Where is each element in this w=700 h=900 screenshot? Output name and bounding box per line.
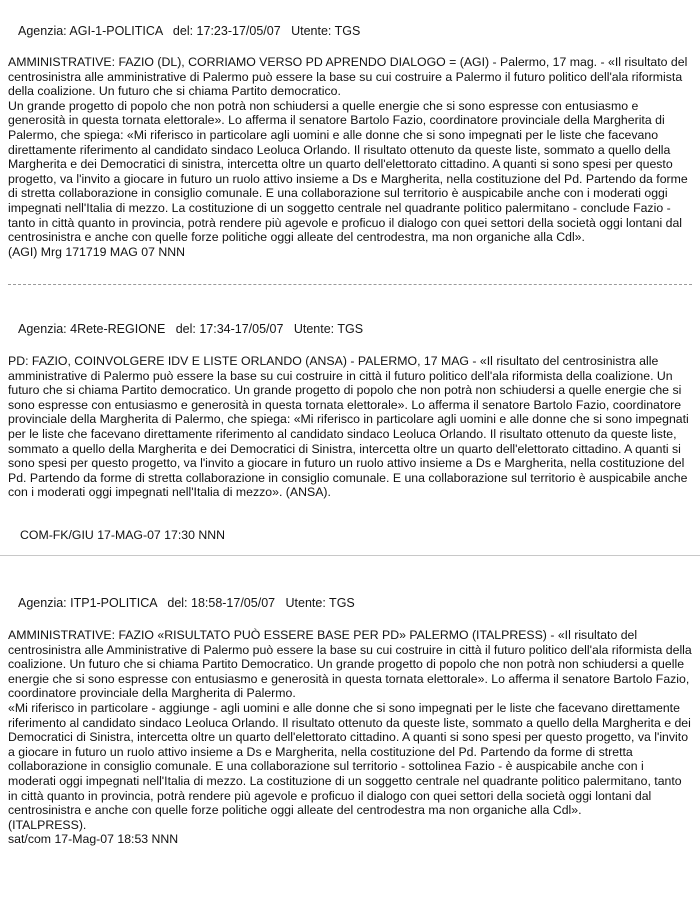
item-2-header: Agenzia: 4Rete-REGIONE del: 17:34-17/05/07 Utente: TGS <box>18 322 364 336</box>
item-2-footer: COM-FK/GIU 17-MAG-07 17:30 NNN <box>20 528 225 542</box>
item-1-body <box>8 55 692 259</box>
item-3-paragraph: sat/com 17-Mag-07 18:53 NNN <box>8 832 179 847</box>
item-3-paragraph: AMMINISTRATIVE: FAZIO «RISULTATO PUÒ ESSERE BASE PER PD» PALERMO (ITALPRESS) - «Il risultato del centrosinistra alle Amministrative di Palermo può essere la base su cui costruire in città il futuro politico dell'ala riformista della coalizione. Un futuro che si chiama Partito Democratico. Un grande progetto di popolo che non potrà non schiudersi a quelle energie che si sono espresse con entusiasmo e generosità in questa tornata elettorale». Lo afferma il senatore Bartolo Fazio, coordinatore provinciale della Margherita di Palermo. <box>8 628 692 701</box>
section-separator <box>0 555 700 556</box>
item-1-paragraph: AMMINISTRATIVE: FAZIO (DL), CORRIAMO VERSO PD APRENDO DIALOGO = (AGI) - Palermo, 17 mag. - «Il risultato del centrosinistra alle amministrative di Palermo può essere la base su cui costruire a Palermo il futuro politico dell'ala riformista della coalizione. Un futuro che si chiama Partito democratico. <box>8 55 688 99</box>
item-3-header: Agenzia: ITP1-POLITICA del: 18:58-17/05/07 Utente: TGS <box>18 596 355 610</box>
item-3-paragraph: «Mi riferisco in particolare - aggiunge - agli uomini e alle donne che si sono impegnati per le liste che facevano direttamente riferimento al candidato sindaco Leoluca Orlando. Il risultato ottenuto da queste liste, sommato a quello della Margherita e dei Democratici di Sinistra, intercetta oltre un quarto dell'elettorato cittadino. A quanti si sono spesi per questo progetto, va l'invito a giocare in futuro un ruolo attivo insieme a Ds e Margherita, nella costituzione del Pd. Partendo da forme di stretta collaborazione in consiglio comunale. E una collaborazione sul territorio - sottolinea Fazio - è auspicabile anche con i moderati oggi impegnati nell'Italia di mezzo. La costituzione di un soggetto centrale nel quadrante politico palermitano, tanto in città quanto in provincia, potrà rendere più agevole e proficuo il dialogo con quei settori della società oggi lontani dal centrosinistra e anche con quelle forze politiche oggi alleate del centrodestra ma non organiche alla Cdl». <box>8 700 691 818</box>
item-2-body <box>8 354 692 500</box>
item-2-paragraph: PD: FAZIO, COINVOLGERE IDV E LISTE ORLANDO (ANSA) - PALERMO, 17 MAG - «Il risultato del centrosinistra alle amministrative di Palermo può essere la base su cui costruire in città il futuro politico dell'ala riformista della coalizione. Un futuro che si chiama Partito democratico. Un grande progetto di popolo che non potrà non schiudersi a quelle energie che si sono espresse con entusiasmo e generosità in questa tornata elettorale». Lo afferma il senatore Bartolo Fazio, coordinatore provinciale della Margherita di Palermo, che spiega: «Mi riferisco in particolare agli uomini e alle donne che si sono impegnati per le liste che facevano direttamente riferimento al candidato sindaco Leoluca Orlando. Il risultato ottenuto da queste liste, sommato a quello della Margherita e dei Democratici di Sinistra, intercetta oltre un quarto dell'elettorato cittadino. A quanti si sono spesi per questo progetto, va l'invito a giocare in futuro un ruolo attivo insieme a Ds e Margherita, nella costituzione del Pd. Partendo da forme di stretta collaborazione in consiglio comunale. E una collaborazione sul territorio è auspicabile anche con i moderati oggi impegnati nell'Italia di mezzo». (ANSA). <box>8 354 689 500</box>
item-3-paragraph: (ITALPRESS). <box>8 817 87 832</box>
item-1-paragraph: (AGI) Mrg 171719 MAG 07 NNN <box>8 244 185 259</box>
item-1-paragraph: Un grande progetto di popolo che non potrà non schiudersi a quelle energie che si sono espresse con entusiasmo e generosità in questa tornata elettorale». Lo afferma il senatore Bartolo Fazio, coordinatore provinciale della Margherita di Palermo, che spiega: «Mi riferisco in particolare agli uomini e alle donne che si sono impegnati per le liste che facevano direttamente riferimento al candidato sindaco Leoluca Orlando. Il risultato ottenuto da queste liste, sommato a quello della Margherita e dei Democratici di sinistra, intercetta oltre un quarto dell'elettorato cittadino. A quanti si sono spesi per questo progetto, va l'invito a giocare in futuro un ruolo attivo insieme a Ds e Margherita, nella costituzione del Pd. Partendo da forme di stretta collaborazione in consiglio comunale. E una collaborazione sul territorio è auspicabile anche con i moderati oggi impegnati nell'Italia di mezzo. La costituzione di un soggetto centrale nel quadrante politico palermitano - conclude Fazio - tanto in città quanto in provincia, potrà rendere più agevole e proficuo il dialogo con quei settori della società oggi lontani dal centrosinistra e anche con quelle forze politiche oggi alleate del centrodestra, ma non organiche alla Cdl». <box>8 98 688 245</box>
item-1-underline <box>8 284 692 285</box>
item-1-header: Agenzia: AGI-1-POLITICA del: 17:23-17/05/07 Utente: TGS <box>18 24 361 38</box>
item-3-body <box>8 628 692 847</box>
